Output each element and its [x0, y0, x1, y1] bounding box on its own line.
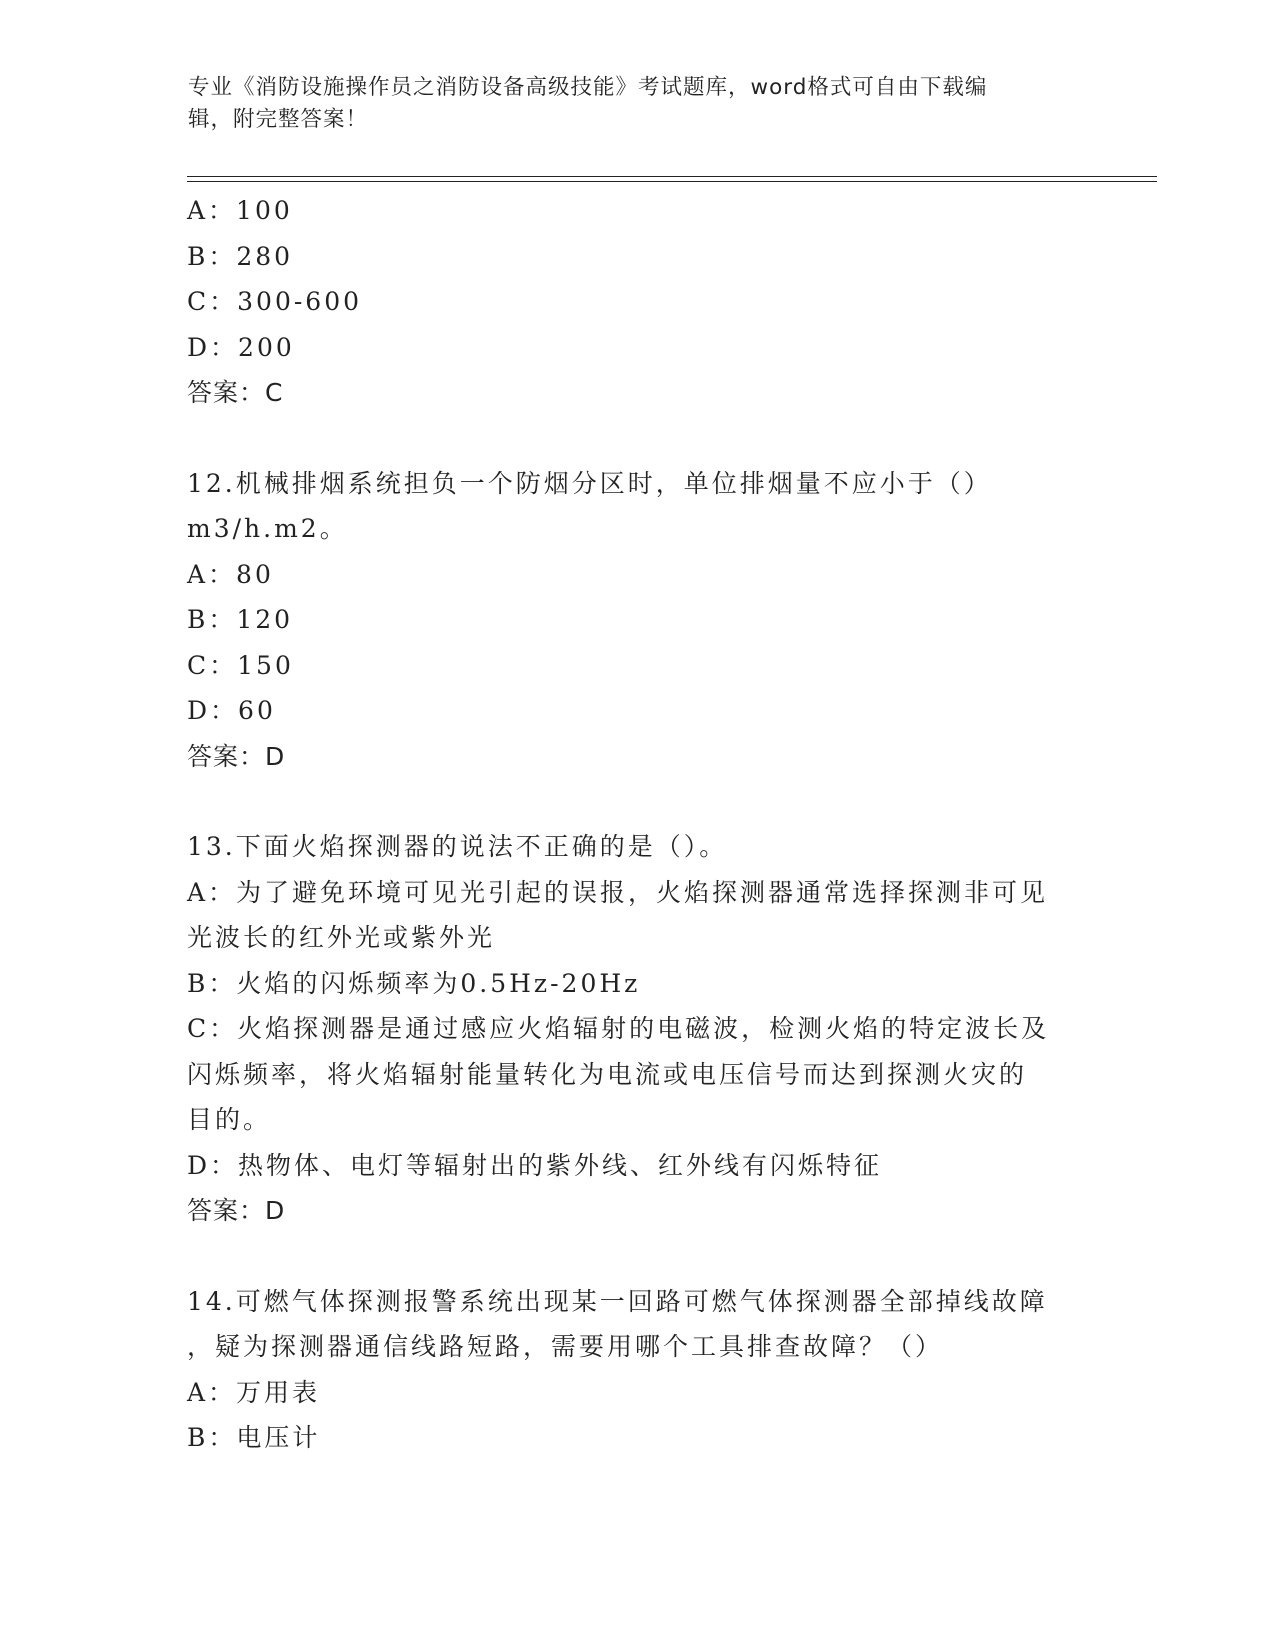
question-stem: 14.可燃气体探测报警系统出现某一回路可燃气体探测器全部掉线故障: [187, 1286, 1048, 1316]
option-a: A：100: [187, 196, 293, 225]
option-c-continued: 闪烁频率，将火焰辐射能量转化为电流或电压信号而达到探测火灾的: [187, 1059, 1028, 1089]
option-c: C：300-600: [187, 287, 363, 316]
option-b: B：火焰的闪烁频率为0.5Hz-20Hz: [187, 968, 641, 998]
question-11: [187, 188, 1087, 416]
question-stem: 12.机械排烟系统担负一个防烟分区时，单位排烟量不应小于（）: [187, 468, 992, 498]
option-d: D：热物体、电灯等辐射出的紫外线、红外线有闪烁特征: [187, 1150, 883, 1180]
question-stem: m3/h.m2。: [187, 514, 348, 543]
answer-line: 答案：D: [187, 741, 286, 771]
option-b: B：280: [187, 241, 294, 271]
header-line: 辑，附完整答案！: [188, 107, 369, 132]
answer-line: 答案：C: [187, 378, 284, 407]
option-c: C：150: [187, 650, 294, 680]
answer-line: 答案：D: [187, 1196, 286, 1225]
header-divider: [187, 176, 1157, 177]
question-14: [187, 1279, 1087, 1461]
question-stem: 13.下面火焰探测器的说法不正确的是（）。: [187, 832, 728, 861]
option-a: A：80: [187, 559, 274, 589]
option-c-continued: 目的。: [187, 1105, 272, 1134]
question-12: [187, 461, 1087, 780]
option-c: C：火焰探测器是通过感应火焰辐射的电磁波，检测火焰的特定波长及: [187, 1014, 1050, 1043]
header-divider: [187, 181, 1157, 182]
question-13: [187, 824, 1087, 1234]
question-list: [187, 188, 1087, 1461]
option-a-continued: 光波长的红外光或紫外光: [187, 923, 496, 952]
option-a: A：万用表: [187, 1377, 321, 1407]
document-header: [188, 72, 1088, 136]
option-b: B：120: [187, 605, 294, 634]
option-a: A：为了避免环境可见光引起的误报，火焰探测器通常选择探测非可见: [187, 877, 1049, 907]
option-d: D：200: [187, 332, 295, 362]
option-b: B：电压计: [187, 1423, 321, 1452]
header-line: 专业《消防设施操作员之消防设备高级技能》考试题库，word格式可自由下载编: [188, 75, 988, 100]
question-stem: ，疑为探测器通信线路短路，需要用哪个工具排查故障？（）: [187, 1332, 944, 1361]
option-d: D：60: [187, 696, 276, 725]
